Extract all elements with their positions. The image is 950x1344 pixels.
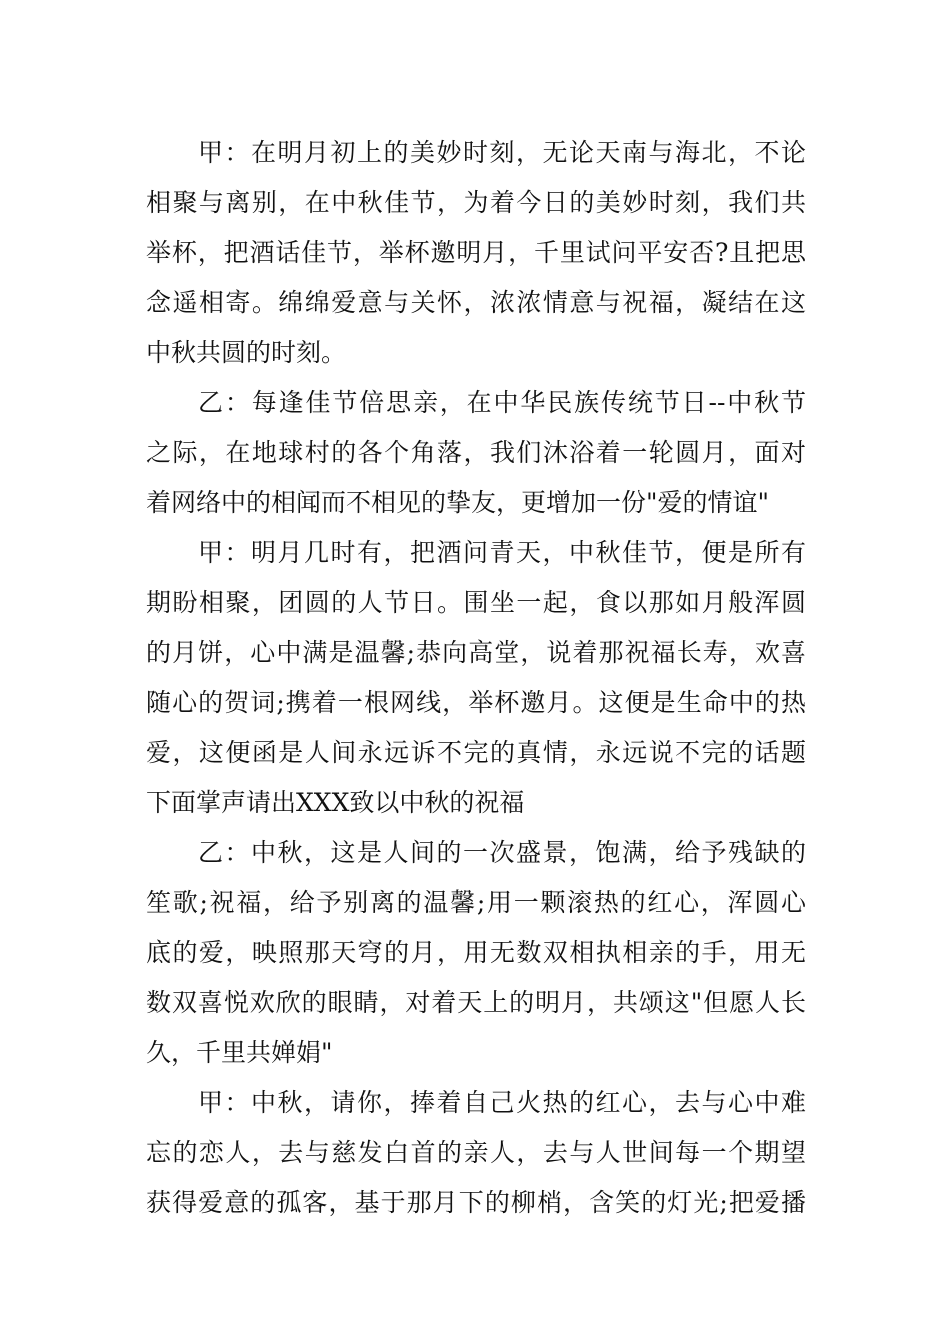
- text-line: 举杯，把酒话佳节，举杯邀明月，千里试问平安否?且把思: [146, 238, 806, 267]
- text-line: 期盼相聚，团圆的人节日。围坐一起，食以那如月般浑圆: [146, 588, 806, 617]
- text-line: 中秋共圆的时刻。: [146, 338, 347, 367]
- text-line: 甲：明月几时有，把酒问青天，中秋佳节，便是所有: [198, 538, 806, 567]
- text-line: 念遥相寄。绵绵爱意与关怀，浓浓情意与祝福，凝结在这: [146, 288, 806, 317]
- text-line: 笙歌;祝福，给予别离的温馨;用一颗滚热的红心，浑圆心: [146, 888, 806, 917]
- paragraph-1: [146, 128, 806, 378]
- text-line: 乙：每逢佳节倍思亲，在中华民族传统节日--中秋节: [198, 388, 806, 417]
- text-line: 下面掌声请出XXX致以中秋的祝福: [146, 788, 525, 817]
- paragraph-2: [146, 378, 806, 528]
- text-line: 甲：中秋，请你，捧着自己火热的红心，去与心中难: [198, 1088, 806, 1117]
- text-line: 忘的恋人，去与慈发白首的亲人，去与人世间每一个期望: [146, 1138, 806, 1167]
- paragraph-5: [146, 1078, 806, 1228]
- paragraph-3: [146, 528, 806, 828]
- text-line: 之际，在地球村的各个角落，我们沐浴着一轮圆月，面对: [146, 438, 806, 467]
- text-line: 着网络中的相闻而不相见的挚友，更增加一份"爱的情谊": [146, 488, 770, 517]
- text-line: 随心的贺词;携着一根网线，举杯邀月。这便是生命中的热: [146, 688, 806, 717]
- text-line: 相聚与离别，在中秋佳节，为着今日的美妙时刻，我们共: [146, 188, 806, 217]
- text-line: 甲：在明月初上的美妙时刻，无论天南与海北，不论: [198, 138, 806, 167]
- text-line: 数双喜悦欢欣的眼睛，对着天上的明月，共颂这"但愿人长: [146, 988, 806, 1017]
- text-line: 底的爱，映照那天穹的月，用无数双相执相亲的手，用无: [146, 938, 806, 967]
- text-line: 的月饼，心中满是温馨;恭向高堂，说着那祝福长寿，欢喜: [146, 638, 806, 667]
- text-line: 爱，这便函是人间永远诉不完的真情，永远说不完的话题: [146, 738, 806, 767]
- document-body: [146, 128, 806, 1228]
- text-line: 久，千里共婵娟": [146, 1038, 333, 1067]
- text-line: 乙：中秋，这是人间的一次盛景，饱满，给予残缺的: [198, 838, 806, 867]
- text-line: 获得爱意的孤客，基于那月下的柳梢，含笑的灯光;把爱播: [146, 1188, 806, 1217]
- paragraph-4: [146, 828, 806, 1078]
